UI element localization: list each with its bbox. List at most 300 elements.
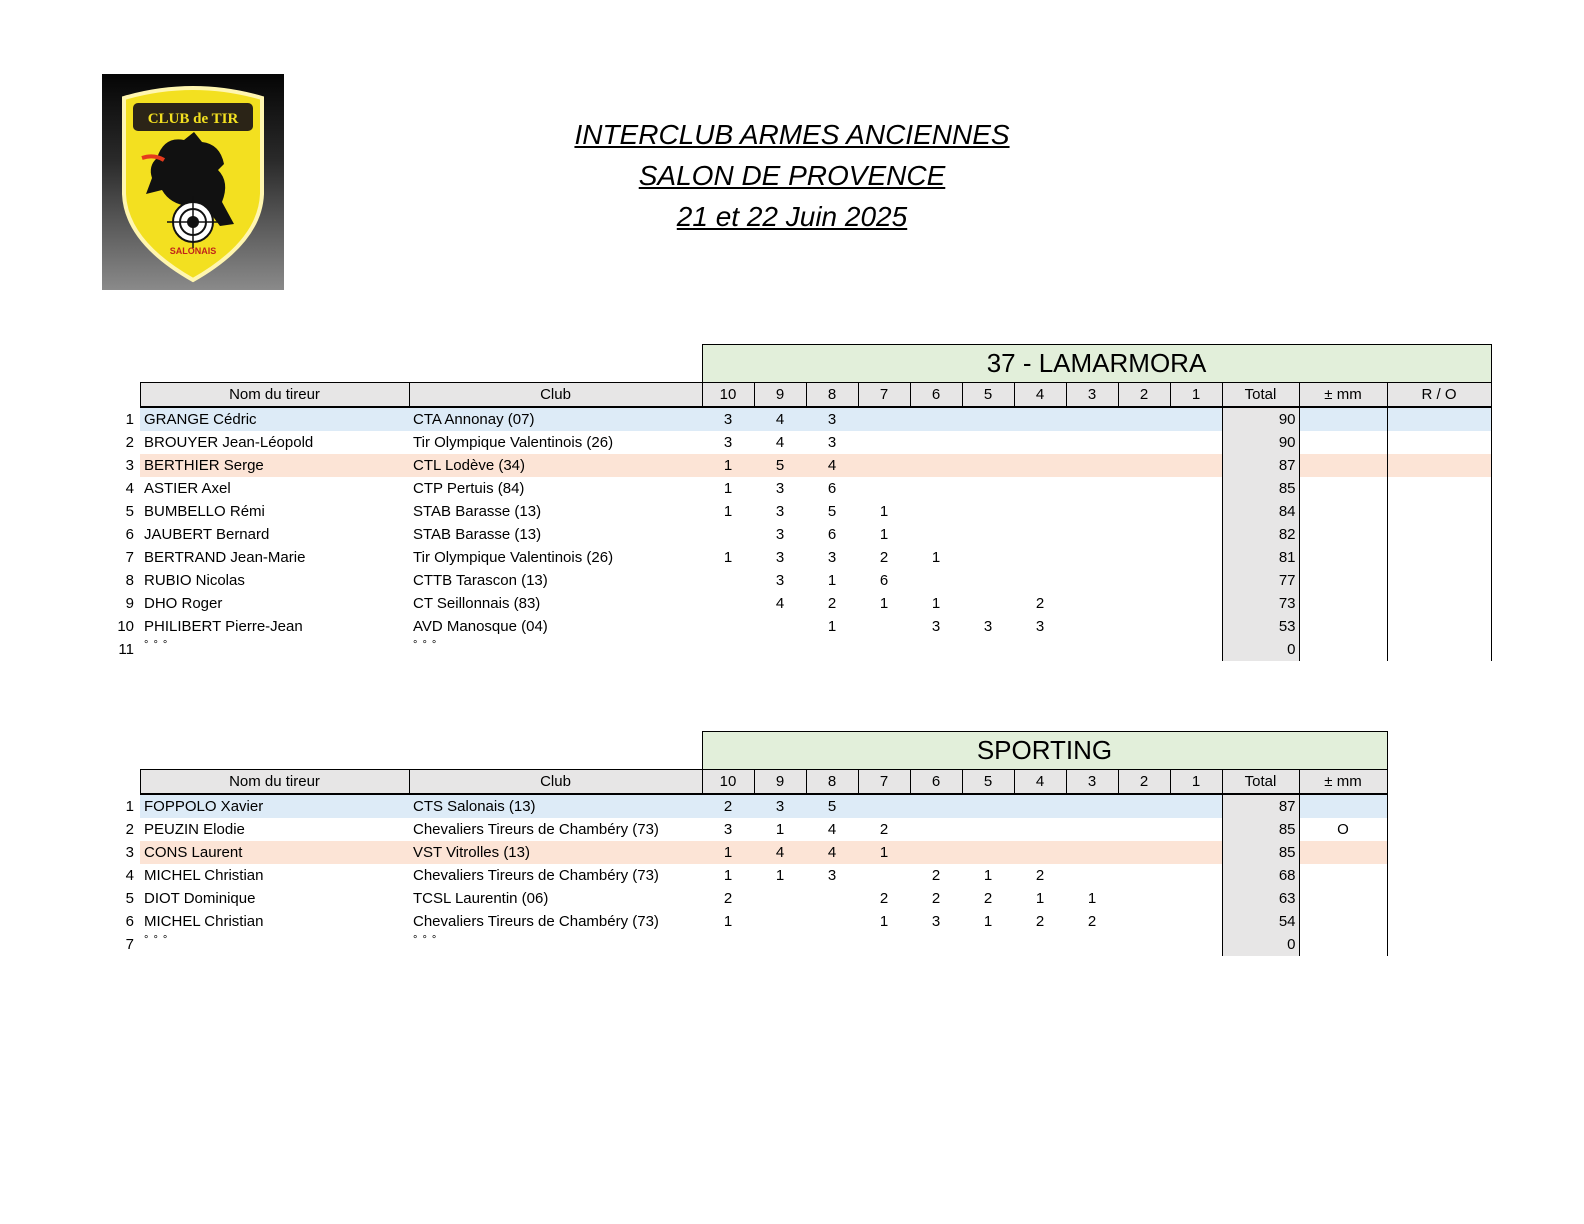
ro-column-header: R / O [1387,383,1491,408]
score-cell [1014,477,1066,500]
shooter-name: DHO Roger [144,595,223,612]
mm-cell [1299,615,1387,638]
rank-cell: 10 [117,618,134,635]
rank-cell: 4 [125,480,134,497]
score-cell [962,933,1014,956]
mm-cell [1299,841,1387,864]
club-name: ° ° ° [413,934,438,946]
total-cell: 90 [1222,407,1299,431]
score-cell [754,615,806,638]
total-cell: 68 [1222,864,1299,887]
title-line3: 21 et 22 Juin 2025 [676,201,908,232]
score-cell: 4 [754,407,806,431]
total-cell: 0 [1222,638,1299,661]
shooter-name: PEUZIN Elodie [144,821,245,838]
score-cell: 2 [879,549,889,566]
club-column-header: Club [409,383,702,408]
score-cell: 2 [827,595,837,612]
score-cell: 2 [1087,913,1097,930]
club-name: TCSL Laurentin (06) [413,890,549,907]
rank-header-spacer [110,383,140,408]
score-cell [1066,569,1118,592]
score-cell: 4 [754,841,806,864]
score-cell: 3 [827,867,837,884]
score-cell: 1 [702,841,754,864]
score-cell: 3 [806,407,858,431]
rank-cell: 1 [125,410,134,428]
score-cell [1066,546,1118,569]
score-cell [910,841,962,864]
score-cell: 3 [1035,618,1045,635]
score-cell [702,933,754,956]
rank-cell: 11 [118,641,134,658]
table-row [110,592,1491,615]
rank-cell: 7 [125,549,134,566]
shooter-name: ASTIER Axel [144,480,231,497]
shooter-name: RUBIO Nicolas [144,572,245,589]
score-column-header: 10 [702,383,754,408]
score-cell [1170,818,1222,841]
score-cell: 1 [1035,890,1045,907]
ro-cell [1387,615,1491,638]
score-cell [1014,431,1066,454]
score-cell [910,431,962,454]
score-cell: 1 [827,618,837,635]
score-cell [962,454,1014,477]
ro-cell [1387,523,1491,546]
score-column-header: 7 [858,770,910,795]
score-cell [1118,818,1170,841]
mm-column-header: ± mm [1299,383,1387,408]
ro-cell [1387,638,1491,661]
shooter-name: DIOT Dominique [144,890,256,907]
table-header-row [110,770,1387,795]
table-header-row [110,383,1491,408]
club-name: CTS Salonais (13) [409,794,702,818]
score-cell [910,794,962,818]
score-cell: 3 [931,913,941,930]
mm-cell [1299,523,1387,546]
score-cell [910,933,962,956]
mm-cell [1299,500,1387,523]
score-cell [1170,864,1222,887]
score-cell: 2 [879,821,889,838]
club-name: CTTB Tarascon (13) [413,572,548,589]
table-row [110,887,1387,910]
score-cell: 4 [806,841,858,864]
mm-cell [1299,794,1387,818]
score-cell [1014,407,1066,431]
score-cell [1170,794,1222,818]
score-cell [1118,864,1170,887]
score-cell: 2 [931,867,941,884]
shooter-name: JAUBERT Bernard [144,526,270,543]
table-row [110,546,1491,569]
score-cell [962,477,1014,500]
score-cell: 4 [806,454,858,477]
total-cell: 85 [1222,818,1299,841]
score-cell [1170,431,1222,454]
table-row [110,407,1491,431]
score-column-header: 4 [1014,383,1066,408]
mm-cell [1299,477,1387,500]
score-cell: 3 [775,572,785,589]
score-cell [1118,407,1170,431]
score-cell [1170,523,1222,546]
score-column-header: 7 [858,383,910,408]
score-cell [1170,841,1222,864]
score-cell [1170,407,1222,431]
score-cell [1066,500,1118,523]
score-cell: 1 [702,454,754,477]
score-cell [1118,477,1170,500]
score-cell [1014,523,1066,546]
score-column-header: 5 [962,770,1014,795]
total-cell: 0 [1222,933,1299,956]
score-cell: 1 [879,595,889,612]
rank-cell: 1 [125,797,134,815]
score-cell: 2 [931,890,941,907]
total-column-header: Total [1222,383,1299,408]
rank-cell: 3 [125,457,134,474]
score-column-header: 8 [806,383,858,408]
score-cell: 2 [723,890,733,907]
score-cell: 2 [983,890,993,907]
total-cell: 77 [1222,569,1299,592]
table-row [110,431,1491,454]
score-cell [910,818,962,841]
score-cell [1014,546,1066,569]
score-cell [1170,500,1222,523]
ro-cell [1387,454,1491,477]
score-column-header: 5 [962,383,1014,408]
ro-cell [1387,500,1491,523]
score-cell [1014,569,1066,592]
score-cell: 1 [983,867,993,884]
score-cell [1118,592,1170,615]
score-cell [962,523,1014,546]
rank-cell: 2 [125,434,134,451]
score-cell [1066,864,1118,887]
score-column-header: 2 [1118,383,1170,408]
score-cell: 3 [775,549,785,566]
score-cell [1118,841,1170,864]
mm-column-header: ± mm [1299,770,1387,795]
score-cell [1170,638,1222,661]
sporting-results-table [110,731,1388,956]
score-cell [1066,431,1118,454]
club-name: Chevaliers Tireurs de Chambéry (73) [413,867,659,884]
ro-cell [1387,477,1491,500]
rank-cell: 6 [125,913,134,930]
score-cell [962,407,1014,431]
score-cell [754,638,806,661]
score-cell: 5 [806,794,858,818]
mm-cell [1299,864,1387,887]
score-cell [858,638,910,661]
score-cell: 1 [775,867,785,884]
score-cell [1066,407,1118,431]
score-cell [702,523,754,546]
shooter-name: BERTHIER Serge [140,454,409,477]
score-cell [702,638,754,661]
score-cell [702,569,754,592]
club-name: ° ° ° [413,639,438,651]
score-cell [1118,523,1170,546]
sporting-body [110,794,1387,956]
shooter-name: ° ° ° [144,639,169,651]
score-column-header: 1 [1170,770,1222,795]
score-cell [754,933,806,956]
category-title: SPORTING [702,732,1387,770]
score-cell [1170,910,1222,933]
score-column-header: 10 [702,770,754,795]
score-cell: 3 [827,434,837,451]
score-cell [910,407,962,431]
category-title: 37 - LAMARMORA [702,345,1491,383]
shooter-name: ° ° ° [144,934,169,946]
score-cell [806,887,858,910]
score-column-header: 3 [1066,770,1118,795]
score-column-header: 9 [754,383,806,408]
rank-cell: 4 [125,867,134,884]
total-cell: 87 [1222,794,1299,818]
logo-top-text: CLUB de TIR [147,111,239,127]
score-column-header: 3 [1066,383,1118,408]
total-column-header: Total [1222,770,1299,795]
rank-cell: 5 [125,503,134,520]
score-cell [858,431,910,454]
score-cell [910,477,962,500]
score-cell [1170,477,1222,500]
table-row [110,841,1387,864]
total-cell: 87 [1222,454,1299,477]
total-cell: 85 [1222,477,1299,500]
shooter-name: CONS Laurent [140,841,409,864]
page-title [0,114,1584,237]
total-cell: 81 [1222,546,1299,569]
score-cell: 1 [931,549,941,566]
score-cell: 3 [754,794,806,818]
score-cell [1170,546,1222,569]
score-cell: 3 [983,618,993,635]
score-cell [962,794,1014,818]
score-cell [806,933,858,956]
rank-cell: 7 [125,936,134,953]
mm-cell [1299,933,1387,956]
score-cell: 2 [1035,595,1045,612]
score-cell [1066,818,1118,841]
score-cell: 3 [723,434,733,451]
score-cell: 1 [858,841,910,864]
score-cell [702,592,754,615]
mm-cell [1299,546,1387,569]
score-cell: 1 [723,503,733,520]
total-cell: 63 [1222,887,1299,910]
table-row [110,569,1491,592]
score-cell [858,407,910,431]
score-cell [858,477,910,500]
club-name: Tir Olympique Valentinois (26) [413,434,614,451]
title-line2: SALON DE PROVENCE [638,160,946,191]
lamarmora-body [110,407,1491,661]
rank-header-spacer [110,770,140,795]
total-cell: 85 [1222,841,1299,864]
score-cell: 3 [775,526,785,543]
score-cell [1066,454,1118,477]
ro-cell [1387,431,1491,454]
score-cell [1014,454,1066,477]
score-cell: 2 [1035,913,1045,930]
score-column-header: 6 [910,770,962,795]
club-name: CTP Pertuis (84) [413,480,525,497]
score-column-header: 9 [754,770,806,795]
score-cell [962,500,1014,523]
rank-cell: 6 [125,526,134,543]
score-cell [1014,794,1066,818]
score-cell [858,864,910,887]
score-cell [1014,638,1066,661]
score-cell [962,592,1014,615]
title-line1: INTERCLUB ARMES ANCIENNES [574,119,1010,150]
score-column-header: 4 [1014,770,1066,795]
rank-cell: 8 [125,572,134,589]
score-cell [806,638,858,661]
score-cell [1066,638,1118,661]
ro-cell [1387,407,1491,431]
score-cell [1014,841,1066,864]
score-cell [1170,592,1222,615]
score-cell [858,454,910,477]
rank-cell: 9 [125,595,134,612]
score-cell [1118,794,1170,818]
score-column-header: 8 [806,770,858,795]
score-cell: 1 [723,480,733,497]
score-cell [1170,454,1222,477]
club-column-header: Club [409,770,702,795]
mm-cell [1299,407,1387,431]
score-cell [1118,638,1170,661]
shooter-name: BUMBELLO Rémi [144,503,265,520]
name-column-header: Nom du tireur [140,770,409,795]
score-cell: 1 [723,549,733,566]
table-row [110,477,1491,500]
name-column-header: Nom du tireur [140,383,409,408]
table-row [110,794,1387,818]
mm-cell [1299,910,1387,933]
mm-cell [1299,592,1387,615]
score-cell [1118,569,1170,592]
score-cell: 6 [827,480,837,497]
score-cell [858,794,910,818]
shooter-name: MICHEL Christian [144,867,264,884]
score-cell [1118,910,1170,933]
score-cell [1118,546,1170,569]
score-cell: 3 [723,821,733,838]
score-cell: 2 [1035,867,1045,884]
score-cell: 1 [1087,890,1097,907]
mm-cell [1299,887,1387,910]
ro-cell [1387,546,1491,569]
score-cell [1066,615,1118,638]
mm-cell: O [1299,818,1387,841]
score-cell [1170,615,1222,638]
score-cell: 4 [827,821,837,838]
mm-cell [1299,431,1387,454]
score-cell: 3 [775,480,785,497]
ro-cell [1387,592,1491,615]
club-name: CT Seillonnais (83) [413,595,541,612]
score-cell: 3 [931,618,941,635]
score-cell [1066,523,1118,546]
score-cell [858,933,910,956]
lamarmora-results-table [110,344,1492,661]
score-cell: 6 [879,572,889,589]
total-cell: 54 [1222,910,1299,933]
score-cell [1170,933,1222,956]
score-cell [1014,818,1066,841]
score-cell: 1 [723,867,733,884]
score-cell [858,615,910,638]
score-cell: 3 [702,407,754,431]
ro-cell [1387,569,1491,592]
club-name: Chevaliers Tireurs de Chambéry (73) [413,821,659,838]
club-name: Chevaliers Tireurs de Chambéry (73) [413,913,659,930]
score-cell: 1 [983,913,993,930]
score-cell [1066,592,1118,615]
mm-cell [1299,454,1387,477]
score-cell: 1 [879,913,889,930]
score-cell [1118,500,1170,523]
score-cell [754,887,806,910]
score-column-header: 2 [1118,770,1170,795]
score-cell [962,638,1014,661]
score-cell [962,841,1014,864]
shooter-name: BERTRAND Jean-Marie [144,549,306,566]
score-cell: 6 [827,526,837,543]
mm-cell [1299,638,1387,661]
table-row [110,615,1491,638]
score-cell [910,454,962,477]
rank-cell: 3 [125,844,134,861]
score-cell: 1 [879,503,889,520]
total-cell: 73 [1222,592,1299,615]
total-cell: 82 [1222,523,1299,546]
club-name: VST Vitrolles (13) [409,841,702,864]
score-cell [1118,887,1170,910]
shooter-name: PHILIBERT Pierre-Jean [144,618,303,635]
score-cell [962,431,1014,454]
score-cell [806,910,858,933]
club-name: AVD Manosque (04) [413,618,548,635]
table-row [110,500,1491,523]
score-cell: 5 [754,454,806,477]
shooter-name: MICHEL Christian [144,913,264,930]
score-cell: 4 [775,595,785,612]
score-cell [1066,841,1118,864]
score-cell: 2 [879,890,889,907]
score-cell [1118,454,1170,477]
total-cell: 90 [1222,431,1299,454]
score-cell: 1 [879,526,889,543]
score-cell: 3 [775,503,785,520]
shooter-name: BROUYER Jean-Léopold [144,434,314,451]
table-row [110,523,1491,546]
score-cell [1014,500,1066,523]
club-name: Tir Olympique Valentinois (26) [413,549,614,566]
score-column-header: 1 [1170,383,1222,408]
score-column-header: 6 [910,383,962,408]
